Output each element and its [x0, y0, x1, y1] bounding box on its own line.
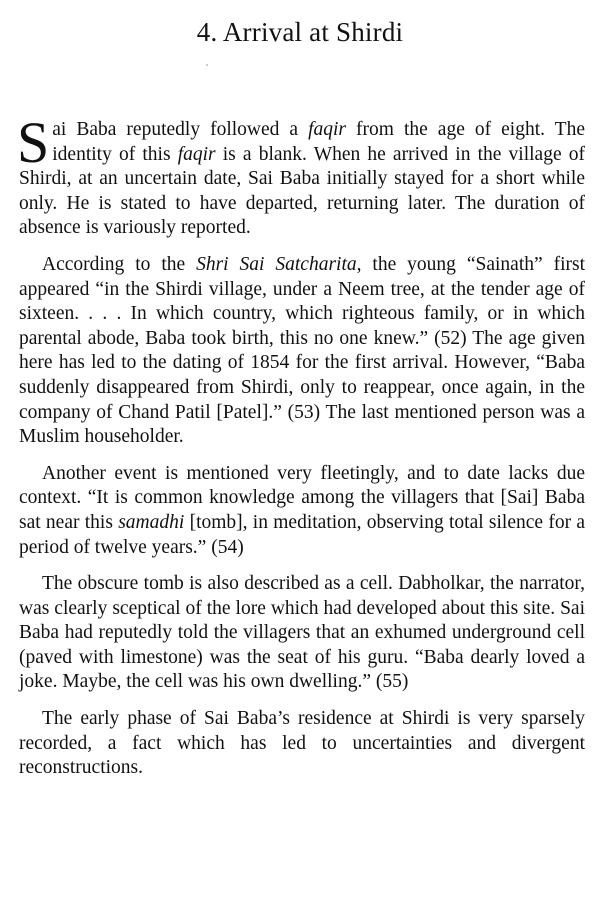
paragraph-2-text-c: , the young “Sainath” first appeared “in the Shirdi village, under a Neem tree, at the tender age of sixteen. . . . In which country, which righteous family, or in which parental abode, Baba took birth, this no one knew.” (52) The age given here has led to the dating of 1854 for the first arrival. However, “Baba suddenly disappeared from Shirdi, only to reappear, once again, in the company of Chand Patil [Patel].” (53) The last mentioned person was a Muslim householder.	[19, 253, 585, 448]
paragraph-1-text-a: ai Baba reputedly followed a	[52, 119, 309, 140]
paragraph-1-italic-faqir-1: faqir	[308, 119, 347, 140]
drop-cap: S	[17, 110, 50, 175]
paragraph-3	[19, 462, 585, 560]
paragraph-4	[19, 572, 585, 695]
chapter-body	[17, 110, 586, 793]
print-speck	[206, 64, 208, 66]
paragraph-1-text-c: from the age of eight. The identity of this	[52, 119, 585, 165]
paragraph-4-text: The obscure tomb is also described as a cell. Dabholkar, the narrator, was clearly sceptical of the lore which had developed about this site. Sai Baba had reputedly told the villagers that an exhumed underground cell (paved with limestone) was the seat of his guru. “Baba dearly loved a joke. Maybe, the cell was his own dwelling.” (55)	[19, 573, 585, 693]
paragraph-2-text-a: According to the	[42, 253, 197, 275]
paragraph-3-text-c: [tomb], in meditation, observing total silence for a period of twelve years.” (54)	[19, 511, 586, 558]
paragraph-1	[17, 110, 586, 241]
paragraph-2	[19, 253, 585, 450]
paragraph-2-italic-title: Shri Sai Satcharita	[196, 253, 357, 275]
chapter-title: 4. Arrival at Shirdi	[196, 17, 404, 47]
paragraph-1-italic-faqir-2: faqir	[177, 143, 216, 165]
paragraph-1-text-e: is a blank. When he arrived in the village of Shirdi, at an uncertain date, Sai Baba initially stayed for a short while only. He is stated to have departed, returning later. The duration of absence is variously reported.	[19, 143, 586, 239]
paragraph-5-text: The early phase of Sai Baba’s residence at Shirdi is very sparsely recorded, a fact which has led to uncertainties and divergent reconstructions.	[19, 708, 585, 779]
paragraph-5	[19, 707, 585, 781]
paragraph-3-text-a: Another event is mentioned very fleetingly, and to date lacks due context. “It is common knowledge among the villagers that [Sai] Baba sat near this	[19, 462, 585, 533]
paragraph-3-italic-samadhi: samadhi	[118, 511, 185, 533]
